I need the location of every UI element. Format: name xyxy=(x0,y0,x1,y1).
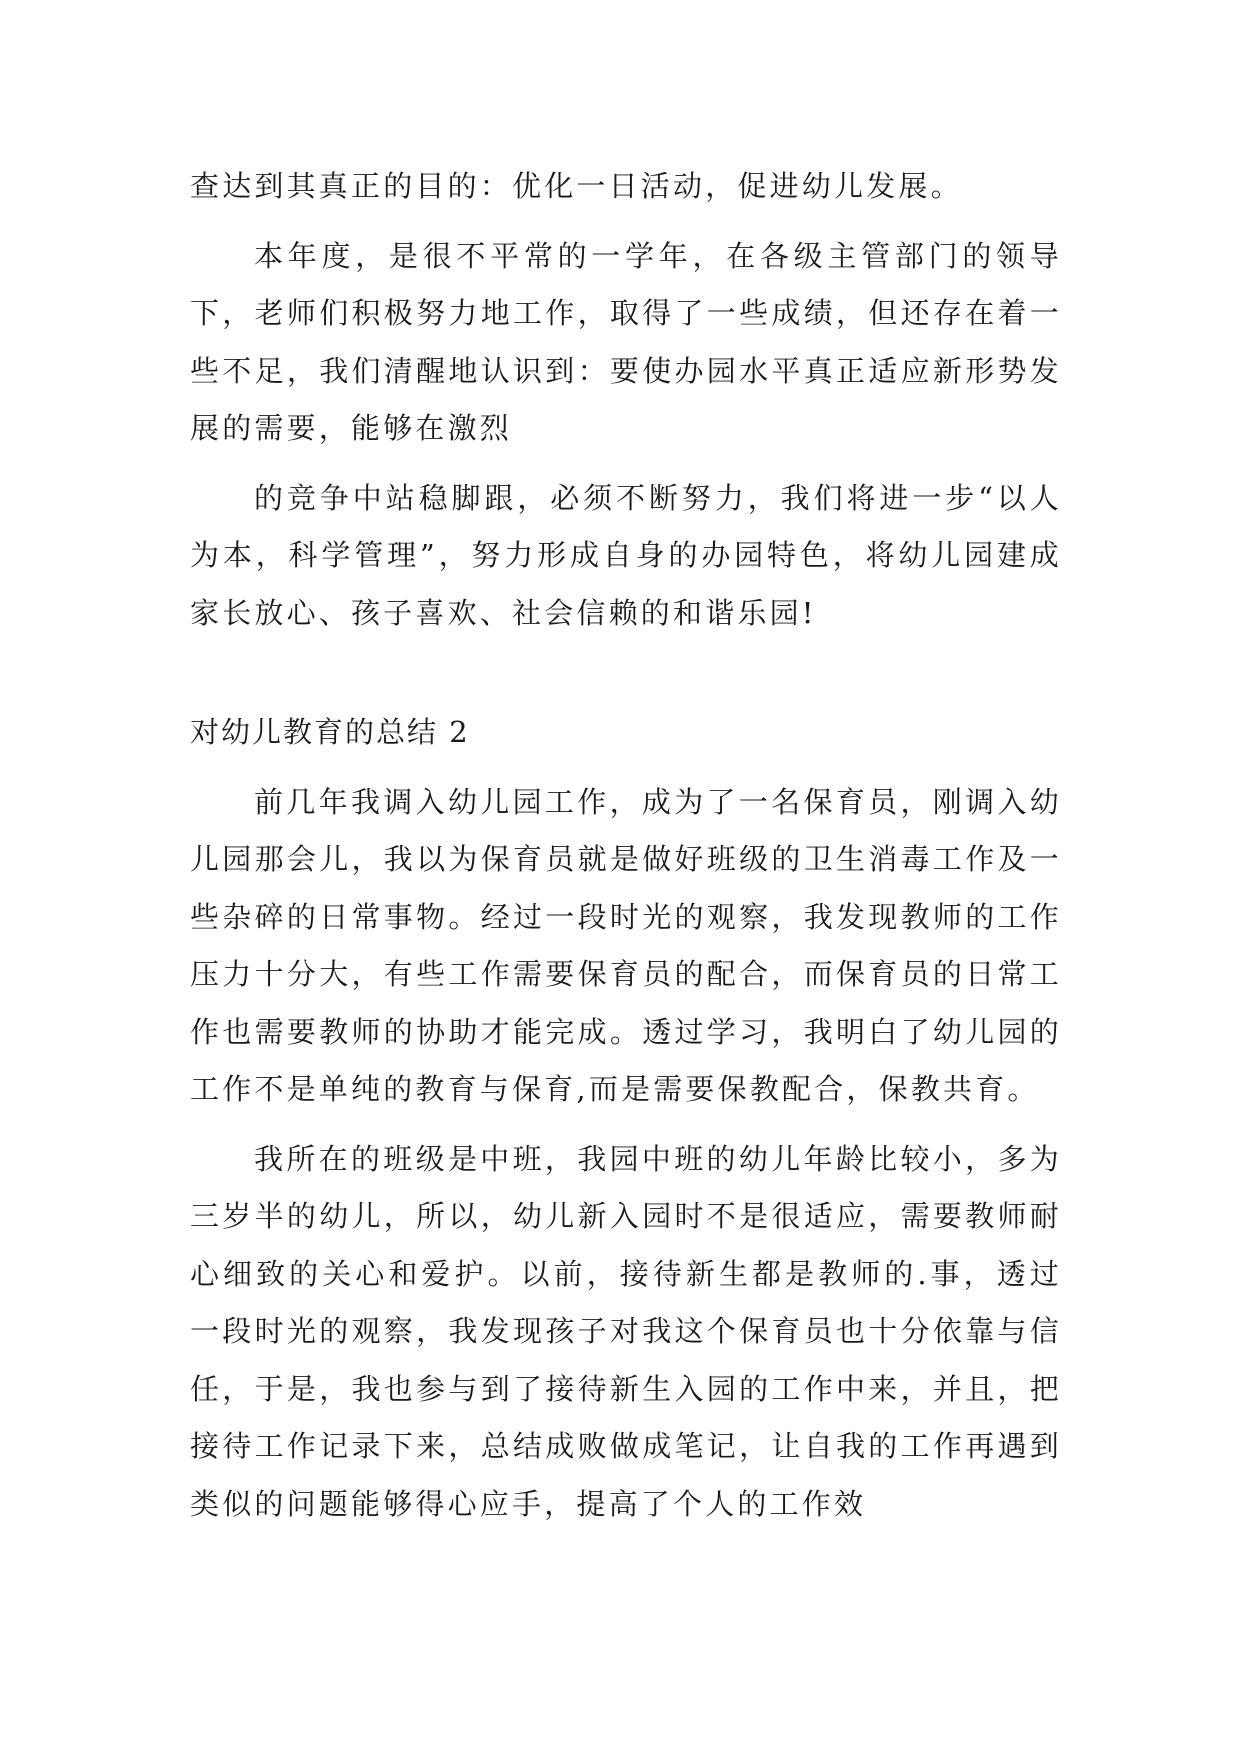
paragraph-nursery-intro: 前几年我调入幼儿园工作，成为了一名保育员，刚调入幼儿园那会儿，我以为保育员就是做好班级的卫生消毒工作及一些杂碎的日常事物。经过一段时光的观察，我发现教师的工作压力十分大，有些工作需要保育员的配合，而保育员的日常工作也需要教师的协助才能完成。透过学习，我明白了幼儿园的工作不是单纯的教育与保育,而是需要保教配合，保教共育。 xyxy=(190,784,1062,1106)
section-heading: 对幼儿教育的总结 2 xyxy=(190,715,470,749)
paragraph-future-goals: 的竞争中站稳脚跟，必须不断努力，我们将进一步“以人为本，科学管理”，努力形成自身的办园特色，将幼儿园建成家长放心、孩子喜欢、社会信赖的和谐乐园! xyxy=(190,480,1062,630)
document-body xyxy=(190,158,1062,1533)
paragraph-continuation: 查达到其真正的目的：优化一日活动，促进幼儿发展。 xyxy=(190,169,963,203)
paragraph-annual-review: 本年度，是很不平常的一学年，在各级主管部门的领导下，老师们积极努力地工作，取得了一些成绩，但还存在着一些不足，我们清醒地认识到：要使办园水平真正适应新形势发展的需要，能够在激烈 xyxy=(190,238,1062,445)
paragraph-middle-class: 我所在的班级是中班，我园中班的幼儿年龄比较小，多为三岁半的幼儿，所以，幼儿新入园时不是很适应，需要教师耐心细致的关心和爱护。以前，接待新生都是教师的.事，透过一段时光的观察，我发现孩子对我这个保育员也十分依靠与信任，于是，我也参与到了接待新生入园的工作中来，并且，把接待工作记录下来，总结成败做成笔记，让自我的工作再遇到类似的问题能够得心应手，提高了个人的工作效 xyxy=(190,1141,1062,1521)
